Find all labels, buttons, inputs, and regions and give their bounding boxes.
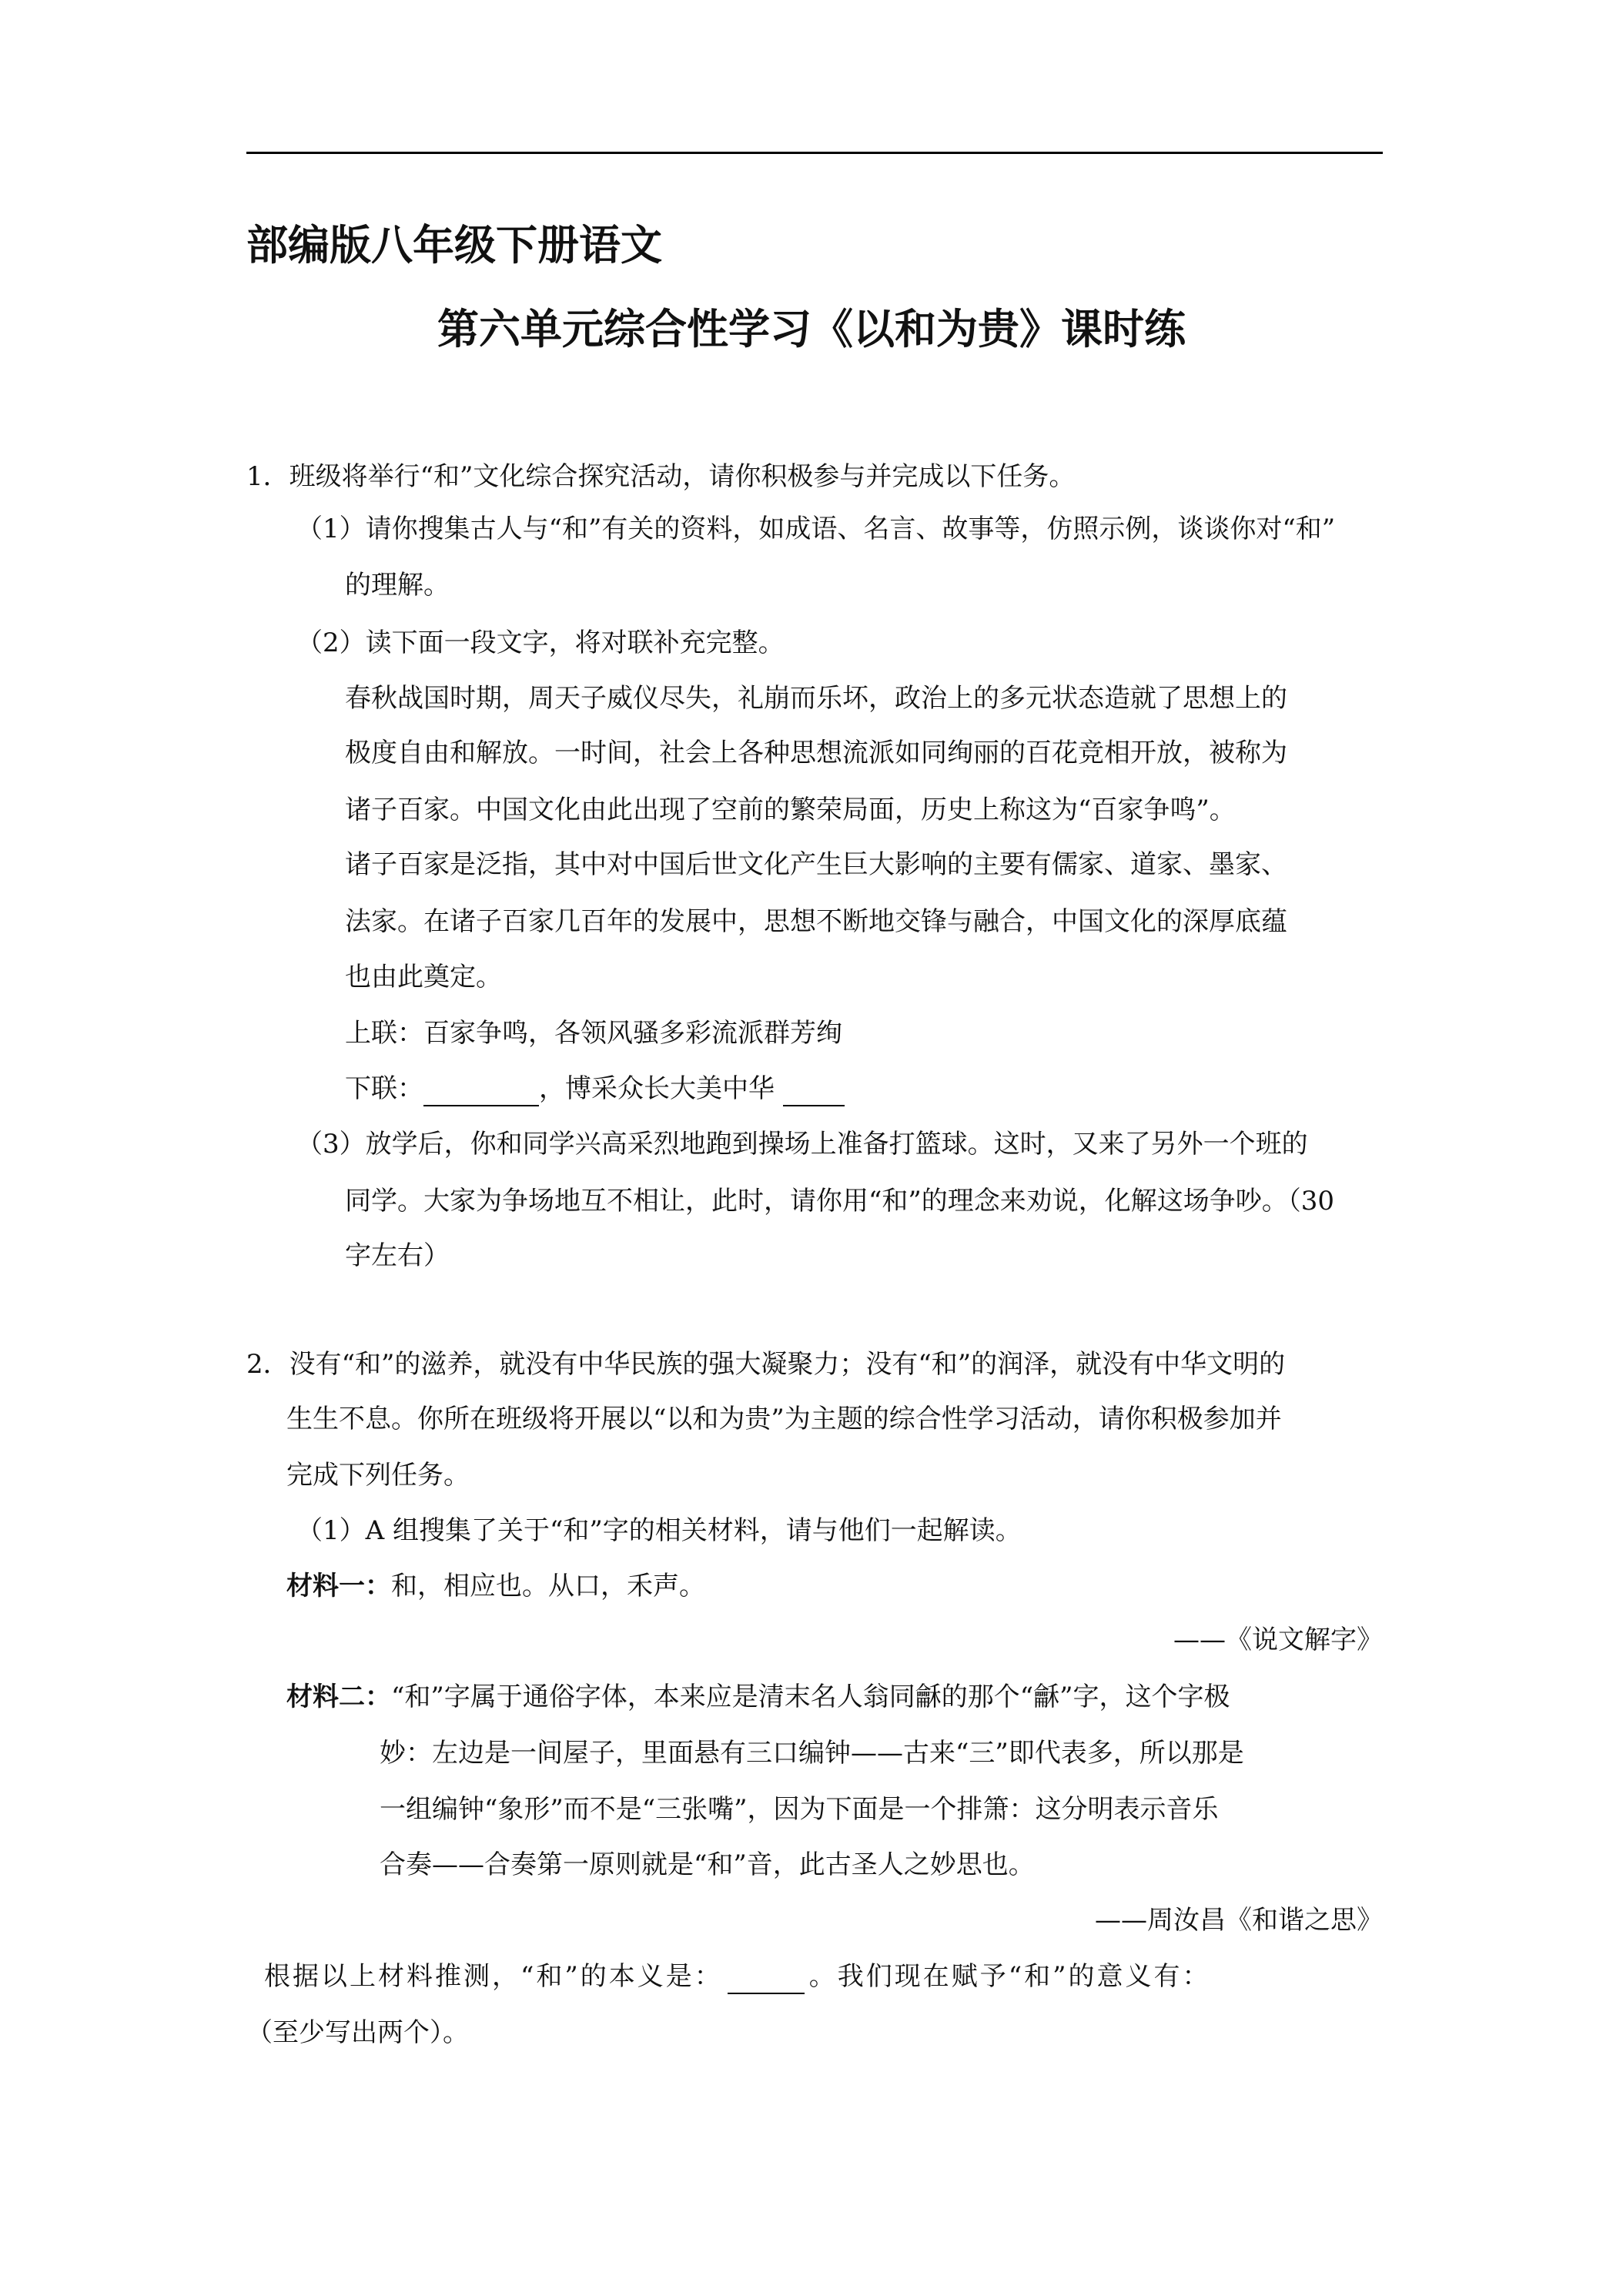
q1-part3-line2: 同学。大家为争场地互不相让，此时，请你用“和”的理念来劝说，化解这场争吵。（30 bbox=[345, 1186, 1335, 1217]
q2-stem-line3: 完成下列任务。 bbox=[286, 1460, 470, 1491]
q1-part1-line1: （1）请你搜集古人与“和”有关的资料，如成语、名言、故事等，仿照示例，谈谈你对“和” bbox=[296, 514, 1336, 544]
q1-part3-line1: （3）放学后，你和同学兴高采烈地跑到操场上准备打篮球。这时，又来了另外一个班的 bbox=[296, 1129, 1308, 1160]
inference-line1 bbox=[264, 1959, 1211, 1994]
doc-title: 部编版八年级下册语文 bbox=[246, 221, 662, 269]
couplet-lower-prefix: 下联： bbox=[345, 1073, 423, 1104]
couplet-lower bbox=[345, 1071, 845, 1106]
q2-part1: （1）A 组搜集了关于“和”字的相关材料，请与他们一起解读。 bbox=[296, 1515, 1022, 1546]
q1-para1-line1: 春秋战国时期，周天子威仪尽失，礼崩而乐坏，政治上的多元状态造就了思想上的 bbox=[345, 683, 1287, 714]
inference-text-a: 根据以上材料推测，“和”的本义是： bbox=[264, 1961, 723, 1992]
material-1-text: 和，相应也。从口，禾声。 bbox=[391, 1571, 705, 1602]
inference-text-b: 。我们现在赋予“和”的意义有： bbox=[808, 1961, 1211, 1992]
material-1-source: ——《说文解字》 bbox=[1173, 1625, 1383, 1655]
material-2-label: 材料二： bbox=[286, 1682, 391, 1712]
q1-para1-line3: 诸子百家。中国文化由此出现了空前的繁荣局面，历史上称这为“百家争鸣”。 bbox=[345, 795, 1236, 825]
doc-subtitle: 第六单元综合性学习《以和为贵》课时练 bbox=[437, 305, 1186, 353]
q1-part1-line2: 的理解。 bbox=[345, 570, 450, 601]
material-1 bbox=[286, 1568, 705, 1604]
material-2-line2: 妙：左边是一间屋子，里面悬有三口编钟——古来“三”即代表多，所以那是 bbox=[380, 1738, 1244, 1769]
q2-stem-line2: 生生不息。你所在班级将开展以“以和为贵”为主题的综合性学习活动，请你积极参加并 bbox=[286, 1404, 1282, 1434]
inference-line2: （至少写出两个）。 bbox=[246, 2017, 469, 2048]
material-1-label: 材料一： bbox=[286, 1571, 391, 1602]
couplet-blank-1[interactable] bbox=[423, 1079, 539, 1106]
material-2 bbox=[286, 1679, 1230, 1715]
q1-para2-line2: 法家。在诸子百家几百年的发展中，思想不断地交锋与融合，中国文化的深厚底蕴 bbox=[345, 906, 1287, 937]
q1-part2: （2）读下面一段文字，将对联补充完整。 bbox=[296, 628, 785, 658]
couplet-lower-text: ，博采众长大美中华 bbox=[539, 1073, 775, 1104]
q1-para2-line1: 诸子百家是泛指，其中对中国后世文化产生巨大影响的主要有儒家、道家、墨家、 bbox=[345, 849, 1287, 880]
couplet-blank-2[interactable] bbox=[783, 1079, 845, 1106]
answer-blank[interactable] bbox=[728, 1966, 805, 1994]
couplet-upper: 上联：百家争鸣，各领风骚多彩流派群芳绚 bbox=[345, 1018, 842, 1049]
material-2-source: ——周汝昌《和谐之思》 bbox=[1095, 1905, 1383, 1936]
material-2-line1: “和”字属于通俗字体，本来应是清末名人翁同龢的那个“龢”字，这个字极 bbox=[391, 1682, 1230, 1712]
q2-stem-line1: 2．没有“和”的滋养，就没有中华民族的强大凝聚力；没有“和”的润泽，就没有中华文明的 bbox=[246, 1349, 1286, 1380]
header-rule bbox=[246, 152, 1383, 154]
q1-part3-line3: 字左右） bbox=[345, 1240, 450, 1271]
q1-para1-line2: 极度自由和解放。一时间，社会上各种思想流派如同绚丽的百花竞相开放，被称为 bbox=[345, 738, 1287, 768]
q1-para2-line3: 也由此奠定。 bbox=[345, 962, 502, 992]
material-2-line3: 一组编钟“象形”而不是“三张嘴”，因为下面是一个排箫：这分明表示音乐 bbox=[380, 1794, 1219, 1825]
q1-stem: 1．班级将举行“和”文化综合探究活动，请你积极参与并完成以下任务。 bbox=[246, 461, 1076, 492]
material-2-line4: 合奏——合奏第一原则就是“和”音，此古圣人之妙思也。 bbox=[380, 1849, 1035, 1880]
